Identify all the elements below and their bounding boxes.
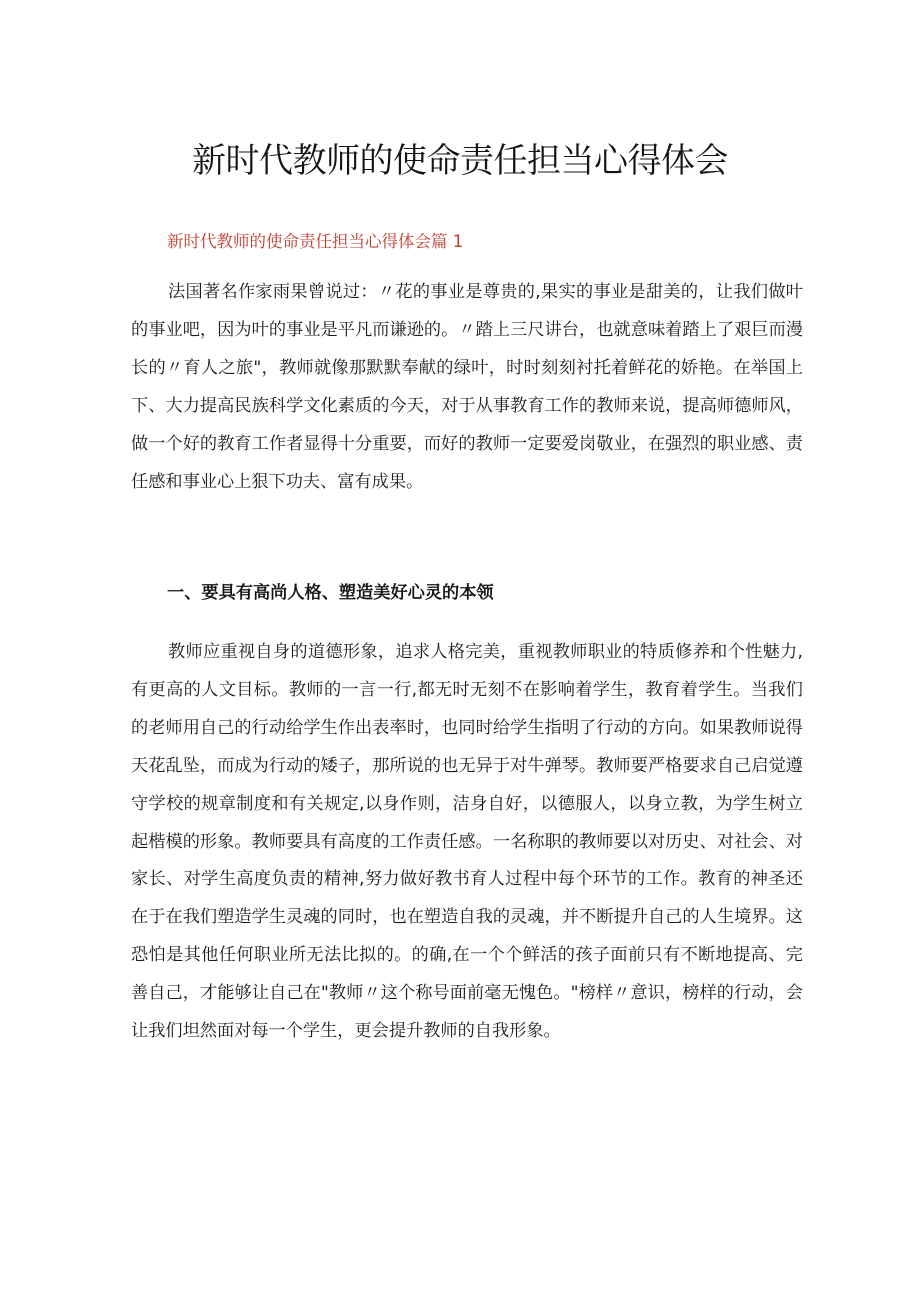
intro-paragraph: 法国著名作家雨果曾说过：〃花的事业是尊贵的,果实的事业是甜美的，让我们做叶的事业吧，因为叶的事业是平凡而谦逊的。〃踏上三尺讲台，也就意味着踏上了艰巨而漫长的〃育人之旅"，教师就像那默默奉献的绿叶，时时刻刻衬托着鲜花的娇艳。在举国上下、大力提高民族科学文化素质的今天，对于从事教育工作的教师来说，提高师德师风，做一个好的教育工作者显得十分重要，而好的教师一定要爱岗敬业，在强烈的职业感、责任感和事业心上狠下功夫、富有成果。 [131,282,803,492]
section-paragraph: 教师应重视自身的道德形象，追求人格完美，重视教师职业的特质修养和个性魅力,有更高的人文目标。教师的一言一行,都无时无刻不在影响着学生，教育着学生。当我们的老师用自己的行动给学生作出表率时，也同时给学生指明了行动的方向。如果教师说得天花乱坠，而成为行动的矮子，那所说的也无异于对牛弹琴。教师要严格要求自己启觉遵守学校的规章制度和有关规定,以身作则，洁身自好，以德服人，以身立教，为学生树立起楷模的形象。教师要具有高度的工作责任感。一名称职的教师要以对历史、对社会、对家长、对学生高度负责的精神,努力做好教书育人过程中每个环节的工作。教育的神圣还在于在我们塑造学生灵魂的同时，也在塑造自我的灵魂，并不断提升自己的人生境界。这恐怕是其他任何职业所无法比拟的。的确,在一个个鲜活的孩子面前只有不断地提高、完善自己，才能够让自己在"教师〃这个称号面前毫无愧色。"榜样〃意识，榜样的行动，会让我们坦然面对每一个学生，更会提升教师的自我形象。 [131,642,803,1042]
article-subtitle: 新时代教师的使命责任担当心得体会篇 1 [167,232,464,251]
document-title: 新时代教师的使命责任担当心得体会 [192,141,728,181]
section-heading: 一、要具有高尚人格、塑造美好心灵的本领 [167,583,494,603]
